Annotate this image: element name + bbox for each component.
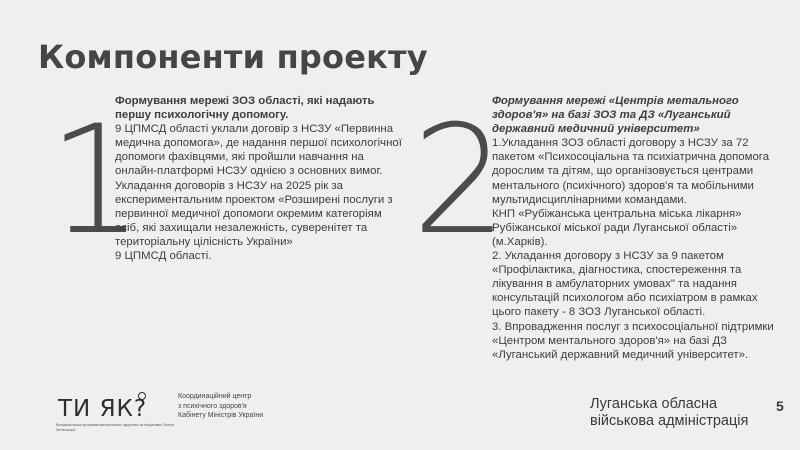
component-2-text bbox=[492, 94, 784, 362]
component-2-line: 2. Укладання договору з НСЗУ за 9 пакетом «Профілактика, діагностика, спостереження та лікування в амбулаторних умовах" та надання консультацій психологом або психіатром в рамках цього пакету - 8 ЗОЗ Луганської області. bbox=[492, 250, 758, 319]
authority-name bbox=[590, 396, 748, 430]
component-1-line: 9 ЦПМСД області. bbox=[115, 250, 212, 263]
component-2-line: 1.Укладання ЗОЗ області договору з НСЗУ за 72 пакетом «Психосоціальна та психіатрична допомога дорослим та дітям, що організовується центрами ментального (психічного) здоров'я та мобільними мультидисциплінарними командами. bbox=[492, 137, 770, 206]
component-1-line: Укладання договорів з НСЗУ на 2025 рік за експериментальним проектом «Розширені послуги з первинної медичної допомоги окремим категоріям осіб, які захищали незалежність, суверенітет та територіальну цілісність України» bbox=[115, 179, 393, 248]
component-2-line: 3. Впровадження послуг з психосоціальної підтримки «Центром ментального здоров'я» на базі ДЗ «Луганський державний медичний університет». bbox=[492, 320, 774, 361]
coordination-center-text bbox=[178, 392, 308, 421]
authority-line: військова адміністрація bbox=[590, 413, 749, 429]
component-1-heading: Формування мережі ЗОЗ області, які надають першу психологічну допомогу. bbox=[115, 95, 375, 122]
coordination-line: з психічного здоров'я bbox=[178, 402, 247, 410]
component-2-line: КНП «Рубіжанська центральна міська лікарня» Рубіжанської міської ради Луганської області» (м.Харків). bbox=[492, 207, 742, 248]
component-1-line: 9 ЦПМСД області уклали договір з НСЗУ «Первинна медична допомога», де надання першої психологічної допомоги фахівцями, які пройшли навчання на онлайн-платформі НСЗУ однією з основних вимог. bbox=[115, 123, 402, 178]
coordination-line: Кабінету Міністрів України bbox=[178, 412, 264, 419]
logo-caption: Всеукраїнська програма ментального здоров'я за ініціативи Олени Зеленської bbox=[56, 423, 174, 432]
component-1-text bbox=[115, 94, 407, 263]
component-number-1: 1 bbox=[48, 94, 144, 268]
component-2-heading: Формування мережі «Центрів метального здоров'я» на базі ЗОЗ та ДЗ «Луганський державний медичний університет» bbox=[492, 95, 739, 136]
ty-yak-logo bbox=[58, 396, 147, 422]
authority-line: Луганська обласна bbox=[590, 396, 718, 412]
page-number: 5 bbox=[776, 398, 784, 414]
coordination-line: Координаційний центр bbox=[178, 393, 252, 400]
slide-title: Компоненти проекту bbox=[38, 38, 428, 76]
logo-question-mark: ? bbox=[133, 396, 148, 422]
component-number-2: 2 bbox=[412, 94, 508, 268]
logo-text: ТИ ЯК bbox=[58, 396, 134, 422]
